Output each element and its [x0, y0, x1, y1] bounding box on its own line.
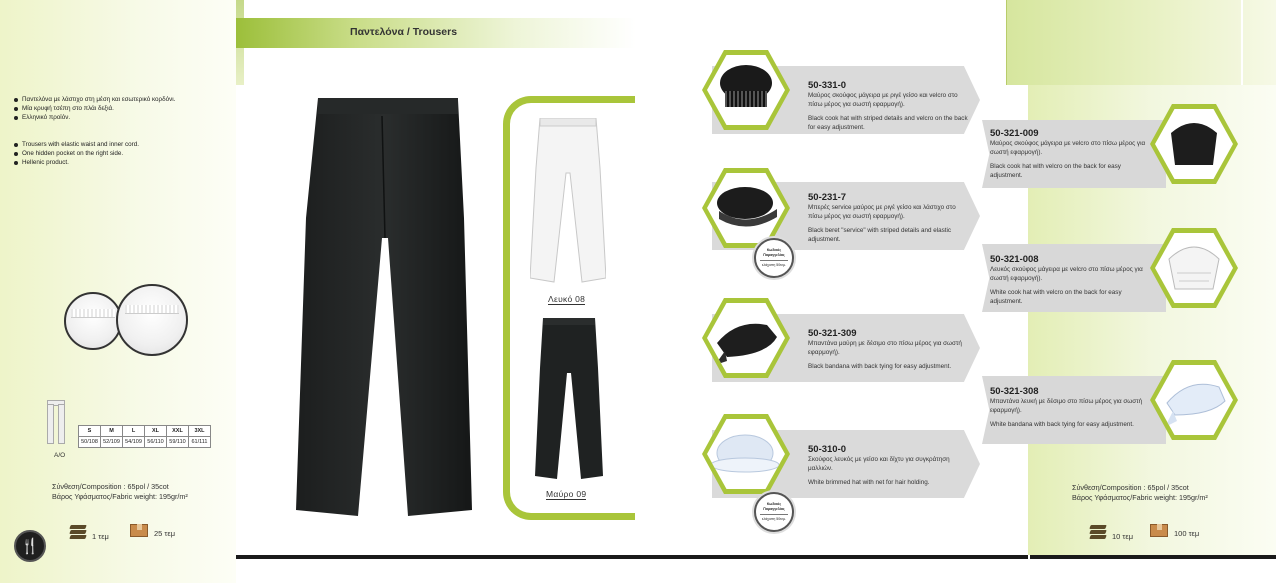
black-bandana-icon [707, 303, 785, 373]
product-code: 50-321-008 [990, 254, 1039, 265]
badge-title: Κωδικός Παραγγελίας [763, 502, 785, 511]
product-info [808, 194, 968, 244]
product-info [990, 256, 1150, 306]
pack-box-label: 25 τεμ [154, 528, 176, 538]
size-cell: 3XL [189, 426, 211, 437]
product-desc-gr: Μπαντάνα μαύρη με δέσιμο στο πίσω μέρος για σωστή εφαρμογή). [808, 340, 962, 356]
white-net-hat-icon [707, 419, 785, 489]
measure-row [79, 437, 211, 448]
product-desc-en: White bandana with back tying for easy adjustment. [990, 421, 1134, 429]
page-title: Παντελόνα / Trousers [350, 26, 458, 38]
features-english [14, 140, 139, 167]
size-row [79, 426, 211, 437]
white-color-label: Λευκό 08 [548, 294, 586, 304]
product-desc-gr: Μαύρος σκούφος μάγειρα με ριγέ γείσο και velcro στο πίσω μέρος για σωστή εφαρμογή). [808, 92, 958, 108]
product-desc-en: Black bandana with back tying for easy adjustment. [808, 363, 952, 371]
pack-box [128, 520, 175, 538]
size-figure-label: A/O [54, 452, 66, 459]
size-cell: XXL [167, 426, 189, 437]
bottom-divider [236, 555, 1028, 559]
black-color-label: Μαύρο 09 [546, 489, 587, 499]
bottom-divider-right [1030, 555, 1276, 559]
feature-item: Παντελόνα με λάστιχο στη μέση και εσωτερικό κορδόνι. [14, 95, 175, 104]
product-desc-en: Black beret "service" with striped details and elastic adjustment. [808, 227, 952, 243]
product-desc-en: White cook hat with velcro on the back for easy adjustment. [990, 289, 1122, 305]
product-code: 50-231-7 [808, 192, 847, 203]
stack-icon [68, 524, 88, 540]
size-cell: XL [145, 426, 167, 437]
feature-item: One hidden pocket on the right side. [14, 149, 139, 158]
measure-cell: 61/111 [189, 437, 211, 448]
order-code-badge [754, 492, 794, 532]
size-cell: M [101, 426, 123, 437]
feature-item: Ελληνικό προϊόν. [14, 113, 175, 122]
product-info [808, 82, 968, 132]
waist-detail-image [64, 292, 122, 350]
product-info [808, 446, 968, 488]
composition-text: Σύνθεση/Composition : 65pol / 35cot [52, 482, 169, 491]
feature-item: Μία κρυφή τσέπη στο πλάι δεξιά. [14, 104, 175, 113]
fabric-weight-text: Βάρος Υφάσματος/Fabric weight: 195gr/m² [52, 492, 188, 501]
product-info [808, 330, 968, 372]
pack-single [68, 522, 109, 541]
pack-single-label: 1 τεμ [92, 532, 109, 541]
pack-box [1148, 520, 1199, 538]
composition-text: Σύνθεση/Composition : 65pol / 35cot [1072, 483, 1189, 492]
measure-cell: 56/110 [145, 437, 167, 448]
pack-single-label: 10 τεμ [1112, 532, 1134, 541]
black-chef-hat-icon [707, 55, 785, 125]
composition-block [52, 482, 188, 502]
measure-cell: 54/109 [123, 437, 145, 448]
black-beret-icon [707, 173, 785, 243]
badge-minimum: ελάχιστη 50τεμ. [760, 260, 788, 268]
badge-title: Κωδικός Παραγγελίας [763, 248, 785, 257]
right-top-panel [1006, 0, 1276, 85]
order-code-badge [754, 238, 794, 278]
product-desc-en: Black cook hat with velcro on the back for easy adjustment. [990, 163, 1121, 179]
pack-single [1088, 522, 1133, 541]
stack-icon [1088, 524, 1108, 540]
product-code: 50-321-009 [990, 128, 1039, 139]
measure-cell: 59/110 [167, 437, 189, 448]
product-code: 50-321-309 [808, 328, 857, 339]
pack-box-label: 100 τεμ [1174, 528, 1200, 538]
product-code: 50-321-308 [990, 386, 1039, 397]
product-desc-en: Black cook hat with striped details and velcro on the back for easy adjustment. [808, 115, 968, 131]
product-desc-gr: Μαύρος σκούφος μάγειρα με velcro στο πίσω μέρος για σωστή εφαρμογή). [990, 140, 1146, 156]
left-info-panel [0, 0, 236, 583]
measure-cell: 52/109 [101, 437, 123, 448]
features-greek [14, 95, 175, 122]
size-figure-icon [44, 396, 68, 448]
box-icon [128, 520, 150, 538]
black-trousers-small-image [535, 318, 603, 480]
black-chef-hat-icon [1155, 109, 1233, 179]
size-table [78, 425, 211, 448]
product-desc-en: White brimmed hat with net for hair holding. [808, 479, 930, 487]
product-desc-gr: Μπερές service μαύρος με ριγέ γείσο και λάστιχο στο πίσω μέρος για σωστή εφαρμογή). [808, 204, 956, 220]
product-info [990, 388, 1150, 430]
waist-cord-detail-image [116, 284, 188, 356]
composition-block [1072, 483, 1208, 503]
product-code: 50-310-0 [808, 444, 847, 455]
product-info [990, 130, 1150, 180]
product-desc-gr: Λευκός σκούφος μάγειρα με velcro στο πίσω μέρος για σωστή εφαρμογή). [990, 266, 1143, 282]
fabric-weight-text: Βάρος Υφάσματος/Fabric weight: 195gr/m² [1072, 493, 1208, 502]
feature-item: Hellenic product. [14, 158, 139, 167]
measure-cell: 50/108 [79, 437, 101, 448]
cutlery-icon: 🍴 [14, 530, 46, 562]
badge-minimum: ελάχιστη 50τεμ. [760, 514, 788, 522]
size-cell: L [123, 426, 145, 437]
feature-item: Trousers with elastic waist and inner cord. [14, 140, 139, 149]
size-cell: S [79, 426, 101, 437]
product-desc-gr: Μπαντάνα λευκή με δέσιμο στο πίσω μέρος για σωστή εφαρμογή). [990, 398, 1143, 414]
white-bandana-icon [1155, 365, 1233, 435]
white-trousers-image [530, 118, 606, 283]
white-chef-hat-icon [1155, 233, 1233, 303]
black-trousers-image [296, 98, 472, 518]
product-desc-gr: Σκούφος λευκός με γείσο και δίχτυ για συγκράτηση μαλλιών. [808, 456, 950, 472]
product-code: 50-331-0 [808, 80, 847, 91]
box-icon [1148, 520, 1170, 538]
